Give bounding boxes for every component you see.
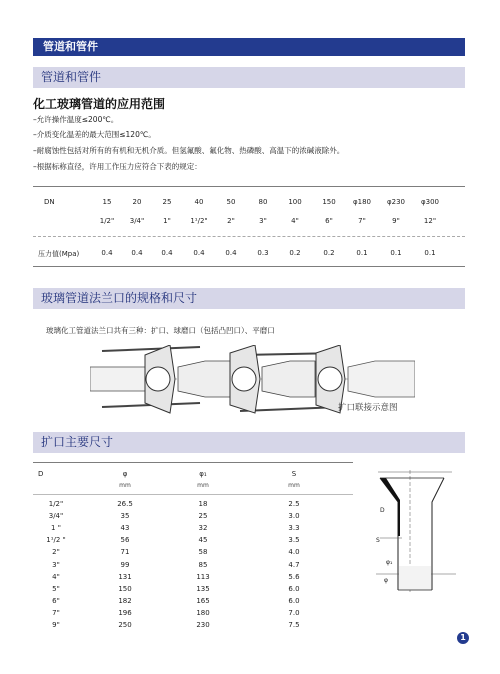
table-cell: 131	[118, 572, 132, 581]
inch-cell: 3"	[259, 217, 267, 225]
row-size: 3/4"	[48, 512, 64, 521]
table-divider	[33, 236, 465, 237]
section-band-flange	[33, 288, 465, 309]
table-cell: 25	[198, 512, 208, 521]
table-cell: 35	[120, 512, 130, 521]
section-band-title: 管道和管件	[41, 70, 102, 84]
table-cell: 6.0	[288, 584, 300, 593]
pressure-cell: 0.4	[225, 249, 237, 257]
inch-cell: 2"	[227, 217, 235, 225]
table-cell: 230	[196, 621, 210, 629]
dn-cell: 150	[322, 198, 336, 206]
row-size: 9"	[52, 621, 60, 629]
table-cell: 182	[118, 596, 132, 605]
table-cell: 2.5	[288, 500, 300, 508]
row-size: 1 "	[51, 524, 61, 533]
spec-line-1: –允许操作温度≤200℃。	[33, 115, 119, 124]
table-cell: 135	[196, 584, 210, 593]
section-band-title: 扩口主要尺寸	[41, 435, 114, 449]
dn-label: DN	[44, 198, 55, 206]
flared-end	[262, 361, 315, 397]
pipe-segment	[90, 367, 145, 391]
table-bottom-rule	[33, 266, 465, 267]
table-cell: 18	[198, 500, 208, 508]
table-cell: 165	[196, 596, 210, 605]
table-cell: 5.6	[288, 572, 300, 581]
spec-line-3: –耐腐蚀性包括对所有的有机和无机介质。但氢氟酸、氟化物、热磷酸、高温下的浓碱液除外。	[33, 146, 345, 155]
pressure-cell: 0.4	[193, 249, 205, 257]
dims-table-top-rule	[33, 462, 353, 463]
dn-cell: φ180	[353, 198, 371, 206]
section-band-dimensions	[33, 432, 465, 453]
inch-cell: 3/4"	[129, 217, 145, 225]
table-cell: 45	[198, 536, 208, 545]
column-unit: mm	[288, 482, 300, 489]
flared-end	[178, 361, 230, 397]
table-cell: 71	[120, 548, 130, 557]
inch-cell: 6"	[325, 217, 333, 225]
inch-cell: 9"	[392, 217, 400, 225]
pressure-cell: 0.1	[424, 249, 436, 257]
inch-cell: 1/2"	[99, 217, 115, 225]
inch-cell: 4"	[291, 217, 299, 225]
dn-cell: 80	[258, 198, 268, 206]
row-size: 6"	[52, 596, 60, 605]
column-header: D	[38, 470, 44, 478]
label-s: S	[376, 537, 380, 544]
spec-line-2: –介质变化温差的最大范围≤120℃。	[33, 130, 156, 139]
table-cell: 7.0	[288, 608, 300, 617]
table-cell: 3.5	[288, 536, 300, 545]
dn-cell: 40	[194, 198, 204, 206]
page-number-badge: 1	[457, 632, 469, 644]
section-heading: 化工玻璃管道的应用范围	[33, 97, 166, 111]
inch-cell: 1"	[163, 217, 171, 225]
row-size: 1/2"	[48, 500, 64, 508]
page-header	[33, 38, 465, 56]
dn-cell: φ300	[421, 198, 439, 206]
table-cell: 32	[198, 524, 208, 533]
inch-cell: 1¹/2"	[190, 217, 208, 225]
pressure-cell: 0.1	[356, 249, 368, 257]
table-cell: 58	[198, 548, 208, 557]
label-d: D	[380, 507, 385, 514]
table-cell: 6.0	[288, 596, 300, 605]
dims-header-rule	[33, 494, 353, 495]
label-phi1: φ₁	[386, 559, 393, 566]
table-cell: 3.3	[288, 524, 300, 533]
flange-hole	[232, 367, 256, 391]
column-header: φ	[122, 470, 128, 478]
table-cell: 180	[196, 608, 210, 617]
table-cell: 85	[198, 560, 208, 569]
column-header: S	[291, 470, 297, 478]
table-cell: 99	[120, 560, 130, 569]
pressure-cell: 0.4	[161, 249, 173, 257]
page-header-title: 管道和管件	[43, 40, 98, 53]
flange-hole	[318, 367, 342, 391]
table-cell: 4.7	[288, 560, 300, 569]
table-cell: 250	[118, 621, 132, 629]
dn-cell: 100	[288, 198, 302, 206]
pressure-cell: 0.4	[101, 249, 113, 257]
table-cell: 196	[118, 608, 132, 617]
flange-hole	[146, 367, 170, 391]
pressure-cell: 0.3	[257, 249, 269, 257]
table-cell: 43	[120, 524, 130, 533]
pipe-body	[399, 566, 431, 590]
dn-cell: 20	[132, 198, 142, 206]
flare-section-diagram	[372, 466, 462, 596]
row-size: 1¹/2 "	[46, 536, 66, 545]
inch-cell: 12"	[423, 217, 437, 225]
row-size: 5"	[52, 584, 60, 593]
column-unit: mm	[119, 482, 131, 489]
spec-line-4: –根据标称直径，许用工作压力应符合下表的规定：	[33, 162, 202, 171]
pressure-cell: 0.2	[323, 249, 335, 257]
inch-cell: 7"	[358, 217, 366, 225]
row-size: 2"	[52, 548, 60, 557]
table-cell: 7.5	[288, 621, 300, 629]
dn-cell: 50	[226, 198, 236, 206]
pipe-segment	[348, 361, 415, 397]
dn-cell: 15	[102, 198, 112, 206]
table-cell: 4.0	[288, 548, 300, 557]
flange-note: 玻璃化工管道法兰口共有三种：扩口、球磨口（包括凸凹口）、平磨口	[46, 326, 275, 335]
table-cell: 150	[118, 584, 132, 593]
table-cell: 26.5	[117, 500, 133, 508]
label-phi: φ	[384, 577, 388, 584]
table-top-rule	[33, 186, 465, 187]
flare-wall	[432, 478, 444, 590]
row-size: 3"	[52, 560, 60, 569]
pressure-cell: 0.4	[131, 249, 143, 257]
row-size: 4"	[52, 572, 60, 581]
section-band-pipes	[33, 67, 465, 88]
dn-cell: φ230	[387, 198, 405, 206]
table-cell: 3.0	[288, 512, 300, 521]
pressure-cell: 0.2	[289, 249, 301, 257]
column-header: φ₁	[199, 470, 207, 478]
pressure-cell: 0.1	[390, 249, 402, 257]
row-size: 7"	[52, 608, 60, 617]
column-unit: mm	[197, 482, 209, 489]
pressure-label: 压力值(Mpa)	[38, 250, 80, 258]
table-cell: 56	[120, 536, 130, 545]
bolt	[102, 347, 200, 351]
table-cell: 113	[196, 572, 210, 581]
dn-cell: 25	[162, 198, 172, 206]
diagram-caption: 扩口联接示意图	[338, 403, 398, 413]
section-band-title: 玻璃管道法兰口的规格和尺寸	[41, 291, 198, 305]
